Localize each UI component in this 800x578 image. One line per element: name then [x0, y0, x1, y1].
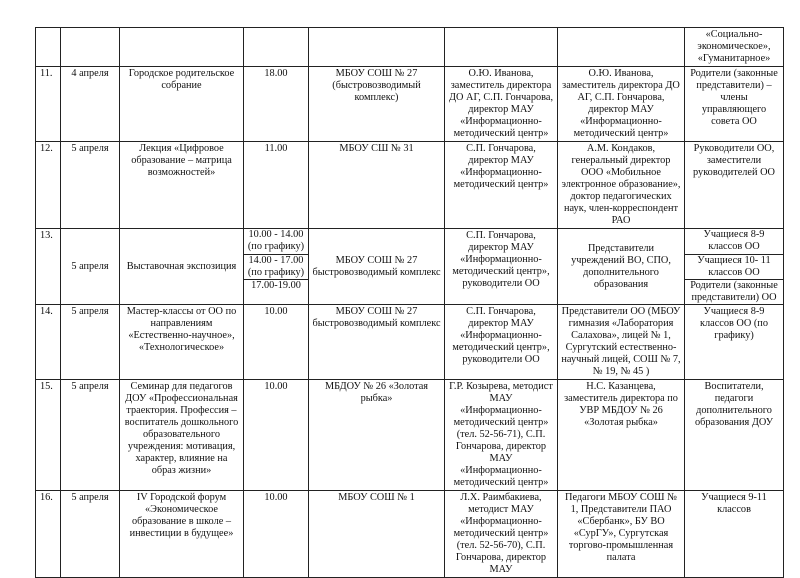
cell-num: 13.: [36, 229, 61, 305]
cell-time: 11.00: [244, 142, 309, 229]
cell-speakers: Н.С. Казанцева, заместитель директора по УВР МБДОУ № 26 «Золотая рыбка»: [558, 380, 685, 491]
cell-responsible: С.П. Гончарова, директор МАУ «Информационно-методический центр», руководители ОО: [445, 229, 558, 305]
cell-venue: МБДОУ № 26 «Золотая рыбка»: [309, 380, 445, 491]
cell-audience: Учащиеся 8-9 классов ОО (по графику): [685, 305, 784, 380]
cell-num: 12.: [36, 142, 61, 229]
cell-responsible: Л.Х. Раимбакиева, методист МАУ «Информационно-методический центр» (тел. 52-56-70), С.П. Гончарова, директор МАУ: [445, 491, 558, 578]
cell-speakers: Педагоги МБОУ СОШ № 1, Представители ПАО «Сбербанк», БУ ВО «СурГУ», Сургутская торгово-промышленная палата: [558, 491, 685, 578]
cell-venue: МБОУ СОШ № 27 (быстровозводимый комплекс): [309, 67, 445, 142]
cell-num: 15.: [36, 380, 61, 491]
cell-event: Мастер-классы от ОО по направлениям «Естественно-научное», «Технологическое»: [120, 305, 244, 380]
cell-event: Выставочная экспозиция: [120, 229, 244, 305]
cell-audience: Родители (законные представители) – члены управляющего совета ОО: [685, 67, 784, 142]
table-row: [36, 229, 784, 255]
cell-event: [120, 28, 244, 67]
cell-event: Лекция «Цифровое образование – матрица возможностей»: [120, 142, 244, 229]
cell-date: 5 апреля: [61, 491, 120, 578]
cell-date: [61, 28, 120, 67]
cell-num: 14.: [36, 305, 61, 380]
cell-event: IV Городской форум «Экономическое образование в школе – инвестиции в будущее»: [120, 491, 244, 578]
cell-audience-group: Учащиеся 10- 11 классов ОО: [685, 255, 784, 280]
cell-event: Семинар для педагогов ДОУ «Профессиональная траектория. Профессия – воспитатель дошкольного образовательного учреждения: мотивация, характер, влияние на образ жизни»: [120, 380, 244, 491]
cell-date: 4 апреля: [61, 67, 120, 142]
cell-audience: Воспитатели, педагоги дополнительного образования ДОУ: [685, 380, 784, 491]
cell-speakers: Представители учреждений ВО, СПО, дополнительного образования: [558, 229, 685, 305]
cell-num: 11.: [36, 67, 61, 142]
cell-speakers: О.Ю. Иванова, заместитель директора ДО АГ, С.П. Гончарова, директор МАУ «Информационно-методический центр»: [558, 67, 685, 142]
cell-responsible: [445, 28, 558, 67]
cell-event: Городское родительское собрание: [120, 67, 244, 142]
cell-responsible: С.П. Гончарова, директор МАУ «Информационно-методический центр», руководители ОО: [445, 305, 558, 380]
cell-num: 16.: [36, 491, 61, 578]
cell-audience-group: Учащиеся 8-9 классов ОО: [685, 229, 784, 255]
cell-time: 10.00: [244, 305, 309, 380]
cell-responsible: О.Ю. Иванова, заместитель директора ДО АГ, С.П. Гончарова, директор МАУ «Информационно-методический центр»: [445, 67, 558, 142]
cell-date: 5 апреля: [61, 142, 120, 229]
cell-date: 5 апреля: [61, 305, 120, 380]
cell-audience: «Социально-экономическое», «Гуманитарное»: [685, 28, 784, 67]
cell-venue: МБОУ СОШ № 27 быстровозводимый комплекс: [309, 305, 445, 380]
table-row: [36, 305, 784, 380]
cell-date: 5 апреля: [61, 380, 120, 491]
cell-time-slot: 17.00-19.00: [244, 280, 309, 305]
table-row: [36, 142, 784, 229]
cell-venue: МБОУ СШ № 31: [309, 142, 445, 229]
table-row: [36, 380, 784, 491]
cell-time: [244, 28, 309, 67]
cell-speakers: [558, 28, 685, 67]
cell-time: 10.00: [244, 380, 309, 491]
cell-speakers: А.М. Кондаков, генеральный директор ООО «Мобильное электронное образование», доктор педагогических наук, член-корреспондент РАО: [558, 142, 685, 229]
cell-time: 10.00: [244, 491, 309, 578]
cell-num: [36, 28, 61, 67]
cell-audience: Учащиеся 9-11 классов: [685, 491, 784, 578]
events-table: [35, 27, 784, 578]
cell-speakers: Представители ОО (МБОУ гимназия «Лаборатория Салахова», лицей № 1, Сургутский естественно-научный лицей, СОШ № 7, № 19, № 45 ): [558, 305, 685, 380]
cell-date: 5 апреля: [61, 229, 120, 305]
cell-audience-group: Родители (законные представители) ОО: [685, 280, 784, 305]
cell-audience: Руководители ОО, заместители руководителей ОО: [685, 142, 784, 229]
cell-responsible: С.П. Гончарова, директор МАУ «Информационно-методический центр»: [445, 142, 558, 229]
cell-time-slot: 14.00 - 17.00 (по графику): [244, 255, 309, 280]
table-row: [36, 491, 784, 578]
cell-venue: МБОУ СОШ № 1: [309, 491, 445, 578]
cell-venue: МБОУ СОШ № 27 быстровозводимый комплекс: [309, 229, 445, 305]
table-row: [36, 67, 784, 142]
cell-venue: [309, 28, 445, 67]
cell-responsible: Г.Р. Козырева, методист МАУ «Информационно-методический центр» (тел. 52-56-71), С.П. Гончарова, директор МАУ «Информационно-методический центр»: [445, 380, 558, 491]
table-row-continuation: [36, 28, 784, 67]
cell-time-slot: 10.00 - 14.00 (по графику): [244, 229, 309, 255]
cell-time: 18.00: [244, 67, 309, 142]
